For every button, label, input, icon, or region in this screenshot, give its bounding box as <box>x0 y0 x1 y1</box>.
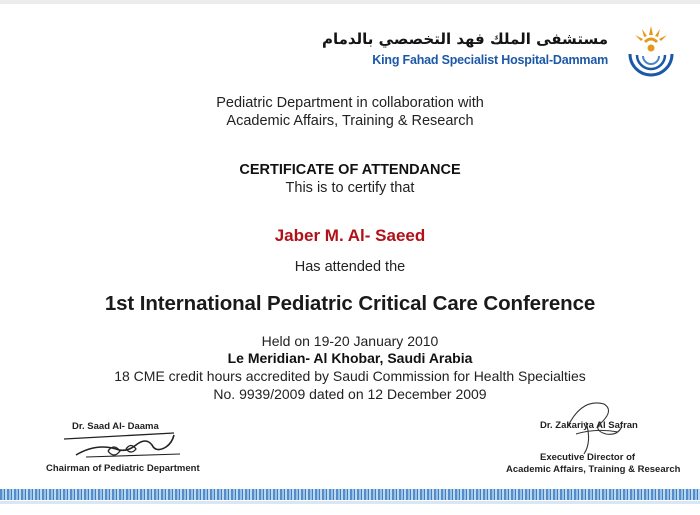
hospital-logo-icon <box>620 22 682 84</box>
left-signatory-title: Chairman of Pediatric Department <box>46 463 200 474</box>
conference-title: 1st International Pediatric Critical Care Conference <box>104 292 596 315</box>
hospital-name-arabic: مستشفى الملك فهد التخصصي بالدمام <box>321 30 608 48</box>
left-signatory-name: Dr. Saad Al- Daama <box>72 421 159 432</box>
right-signatory-title-line-1: Executive Director of <box>540 452 636 463</box>
band-underline <box>0 501 700 504</box>
cme-accreditation: 18 CME credit hours accredited by Saudi Commission for Health Specialties <box>114 368 586 384</box>
intro-line-1: Pediatric Department in collaboration with <box>216 95 484 111</box>
recipient-name: Jaber M. Al- Saeed <box>274 226 426 245</box>
band-pattern <box>0 489 700 500</box>
hospital-header <box>321 22 682 84</box>
certify-text: This is to certify that <box>285 180 415 196</box>
bottom-decorative-band <box>0 486 700 515</box>
hospital-name-english: King Fahad Specialist Hospital-Dammam <box>372 53 608 67</box>
accreditation-reference: No. 9939/2009 dated on 12 December 2009 <box>213 386 487 402</box>
held-on-date: Held on 19-20 January 2010 <box>261 333 439 349</box>
right-signatory-title-line-2: Academic Affairs, Training & Research <box>506 464 681 475</box>
attended-text: Has attended the <box>294 259 406 275</box>
top-border <box>0 0 700 4</box>
venue: Le Meridian- Al Khobar, Saudi Arabia <box>227 350 473 366</box>
intro-line-2: Academic Affairs, Training & Research <box>226 113 474 129</box>
left-handwritten-signature <box>56 427 206 463</box>
right-signatory-name: Dr. Zakariya Al Safran <box>540 420 638 431</box>
certificate-title: CERTIFICATE OF ATTENDANCE <box>239 162 461 178</box>
